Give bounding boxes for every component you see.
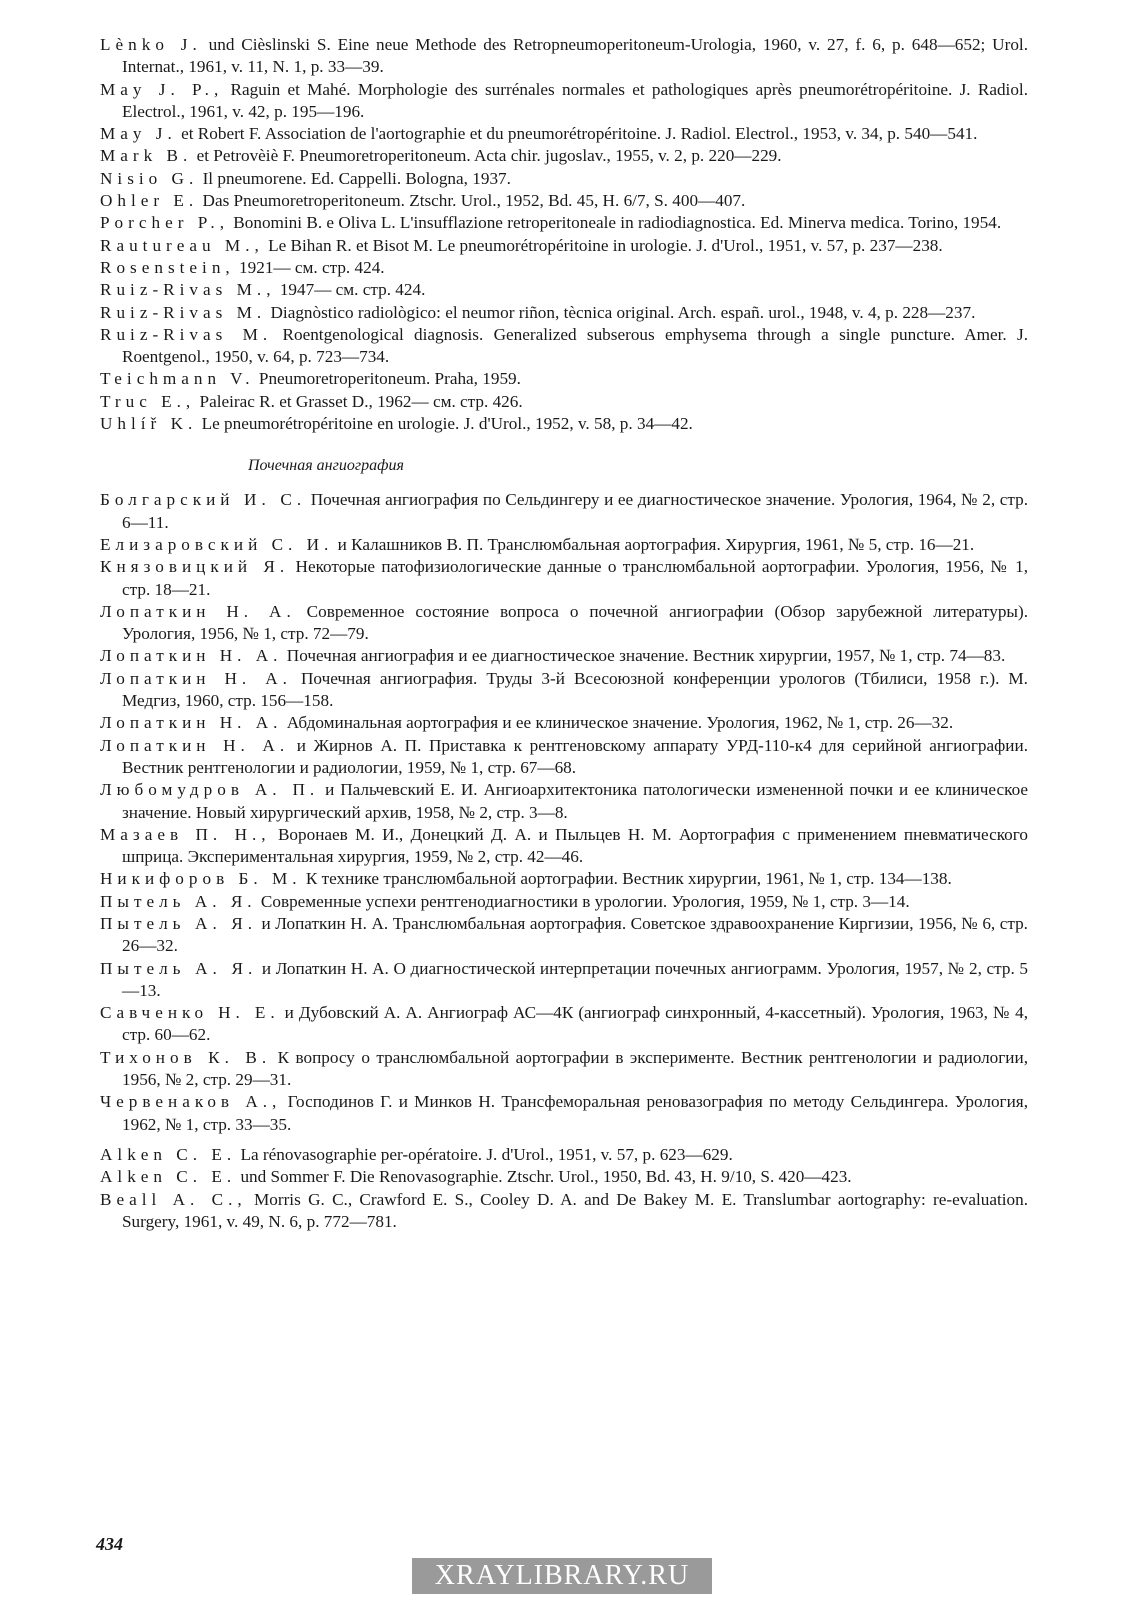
reference-entry — [100, 668, 1028, 713]
reference-author: Лопаткин Н. А. — [100, 646, 283, 666]
reference-entry — [100, 712, 1028, 734]
reference-text: Le pneumorétropéritoine en urologie. J. d'Urol., 1952, v. 58, p. 34—42. — [197, 414, 693, 434]
reference-entry — [100, 1002, 1028, 1047]
reference-text: К вопросу о транслюмбальной аортографии в эксперименте. Вестник рентгенологии и радиологии, 1956, № 2, стр. 29—31. — [122, 1047, 1028, 1090]
reference-text: et Robert F. Association de l'aortographie et du pneumorétropéritoine. J. Radiol. Electrol., 1953, v. 34, p. 540—541. — [176, 124, 978, 144]
reference-text: 1947— см. стр. 424. — [275, 280, 426, 300]
section-renal-angiography-foreign — [100, 1144, 1028, 1233]
reference-entry — [100, 735, 1028, 780]
reference-entry — [100, 235, 1028, 257]
reference-text: и Лопаткин Н. А. Транслюмбальная аортография. Советское здравоохранение Киргизии, 1956, № 6, стр. 26—32. — [122, 913, 1028, 956]
reference-author: Лопаткин Н. А. — [100, 735, 290, 755]
reference-text: Некоторые патофизиологические данные о транслюмбальной аортографии. Урология, 1956, № 1, стр. 18—21. — [122, 557, 1028, 599]
section-renal-angiography-russian — [100, 489, 1028, 1136]
reference-text: Воронаев М. И., Донецкий Д. А. и Пыльцев Н. М. Аортография с применением пневматического шприца. Экспериментальная хирургия, 1959, № 2, стр. 42—46. — [122, 824, 1028, 867]
reference-author: Лопаткин Н. А. — [100, 668, 292, 688]
reference-text: Raguin et Mahé. Morphologie des surrénales normales et pathologiques après pneumorétropéritoine. J. Radiol. Electrol., 1961, v. 42, p. 195—196. — [122, 79, 1028, 121]
reference-entry — [100, 1144, 1028, 1166]
reference-text: 1921— см. стр. 424. — [234, 257, 385, 277]
section-heading: Почечная ангиография — [248, 457, 404, 475]
reference-author: Мазаев П. Н., — [100, 824, 271, 844]
reference-text: Pneumoretroperitoneum. Praha, 1959. — [254, 369, 521, 389]
reference-text: Современные успехи рентгенодиагностики в урологии. Урология, 1959, № 1, стр. 3—14. — [256, 891, 910, 911]
reference-entry — [100, 1189, 1028, 1234]
reference-author: Червенаков А., — [100, 1092, 282, 1112]
reference-author: Никифоров Б. М. — [100, 869, 302, 889]
reference-entry — [100, 391, 1028, 413]
reference-text: Morris G. C., Crawford E. S., Cooley D. A. and De Bakey M. E. Translumbar aortography: re-evaluation. Surgery, 1961, v. 49, N. 6, p. 772—781. — [122, 1189, 1028, 1231]
reference-author: Болгарский И. С. — [100, 490, 307, 510]
reference-author: Пытель А. Я. — [100, 958, 258, 978]
reference-entry — [100, 868, 1028, 890]
reference-author: Nisio G. — [100, 168, 199, 188]
reference-text: и Лопаткин Н. А. О диагностической интерпретации почечных ангиограмм. Урология, 1957, № 2, стр. 5—13. — [122, 958, 1028, 1000]
reference-entry — [100, 534, 1028, 556]
bibliography-page — [100, 34, 1028, 1233]
reference-author: Alken C. E. — [100, 1167, 237, 1187]
reference-text: Das Pneumoretroperitoneum. Ztschr. Urol., 1952, Bd. 45, H. 6/7, S. 400—407. — [198, 191, 746, 211]
reference-author: Rosenstein, — [100, 257, 235, 277]
reference-author: Ohler E. — [100, 191, 199, 211]
reference-text: Абдоминальная аортография и ее клиническое значение. Урология, 1962, № 1, стр. 26—32. — [282, 713, 954, 733]
watermark-logo: XRAYLIBRARY.RU — [412, 1558, 712, 1594]
reference-entry — [100, 79, 1028, 124]
reference-entry — [100, 145, 1028, 167]
reference-entry — [100, 168, 1028, 190]
section-gap — [100, 435, 1028, 455]
reference-entry — [100, 302, 1028, 324]
reference-author: Тихонов К. В. — [100, 1047, 272, 1067]
reference-entry — [100, 368, 1028, 390]
reference-entry — [100, 779, 1028, 824]
reference-text: Paleirac R. et Grasset D., 1962— см. стр. 426. — [195, 391, 523, 411]
reference-text: Почечная ангиография. Труды 3-й Всесоюзной конференции урологов (Тбилиси, 1958 г.). М. Медгиз, 1960, стр. 156—158. — [122, 668, 1028, 711]
reference-author: Лопаткин Н. А. — [100, 713, 283, 733]
reference-author: Rautureau M., — [100, 235, 264, 255]
reference-author: Beall A. C., — [100, 1189, 247, 1209]
reference-author: Ruiz-Rivas M. — [100, 324, 273, 344]
reference-text: Il pneumorene. Ed. Cappelli. Bologna, 1937. — [198, 168, 511, 188]
reference-entry — [100, 913, 1028, 958]
section-gap — [100, 1136, 1028, 1144]
reference-entry — [100, 279, 1028, 301]
reference-entry — [100, 1091, 1028, 1136]
reference-author: Князовицкий Я. — [100, 557, 290, 577]
reference-entry — [100, 190, 1028, 212]
reference-author: Савченко Н. Е. — [100, 1003, 280, 1023]
reference-entry — [100, 958, 1028, 1003]
reference-text: К технике транслюмбальной аортографии. Вестник хирургии, 1961, № 1, стр. 134—138. — [301, 869, 952, 889]
reference-entry — [100, 891, 1028, 913]
reference-text: und Cièslinski S. Eine neue Methode des Retropneumoperitoneum-Urologia, 1960, v. 27, f. 6, p. 648—652; Urol. Internat., 1961, v. 11, N. 1, p. 33—39. — [122, 35, 1028, 77]
reference-author: May J. P., — [100, 79, 224, 99]
reference-author: Mark B. — [100, 146, 193, 166]
reference-author: Alken C. E. — [100, 1144, 237, 1164]
reference-entry — [100, 645, 1028, 667]
reference-entry — [100, 556, 1028, 601]
reference-text: и Дубовский А. А. Ангиограф АС—4К (ангиограф синхронный, 4-кассетный). Урология, 1963, № 4, стр. 60—62. — [122, 1003, 1028, 1045]
reference-author: Lènko J. — [100, 35, 202, 54]
reference-author: Ruiz-Rivas M., — [100, 280, 276, 300]
reference-text: Bonomini B. e Oliva L. L'insufflazione retroperitoneale in radiodiagnostica. Ed. Minerva medica. Torino, 1954. — [229, 213, 1002, 233]
reference-author: Ruiz-Rivas M. — [100, 302, 267, 322]
reference-author: Елизаровский С. И. — [100, 534, 334, 554]
reference-author: Любомудров А. П. — [100, 780, 320, 800]
reference-text: et Petrovèiè F. Pneumoretroperitoneum. Acta chir. jugoslav., 1955, v. 2, p. 220—229. — [192, 146, 782, 166]
reference-text: Почечная ангиография по Сельдингеру и ее диагностическое значение. Урология, 1964, № 2, стр. 6—11. — [122, 490, 1028, 532]
section-pneumoretroperitoneum — [100, 34, 1028, 435]
reference-entry — [100, 1047, 1028, 1092]
reference-entry — [100, 257, 1028, 279]
reference-entry — [100, 489, 1028, 534]
reference-entry — [100, 123, 1028, 145]
reference-author: May J. — [100, 124, 177, 144]
reference-text: и Жирнов А. П. Приставка к рентгеновскому аппарату УРД-110-к4 для серийной ангиографии. Вестник рентгенологии и радиологии, 1959, № 1, стр. 67—68. — [122, 735, 1028, 777]
reference-entry — [100, 413, 1028, 435]
reference-entry — [100, 601, 1028, 646]
reference-entry — [100, 212, 1028, 234]
reference-entry — [100, 1166, 1028, 1188]
reference-author: Пытель А. Я. — [100, 891, 257, 911]
reference-text: Le Bihan R. et Bisot M. Le pneumorétropéritoine in urologie. J. d'Urol., 1951, v. 57, p. 237—238. — [263, 235, 943, 255]
reference-text: Diagnòstico radiològico: el neumor riñon, tècnica original. Arch. españ. urol., 1948, v. 4, p. 228—237. — [266, 302, 976, 322]
reference-text: und Sommer F. Die Renovasographie. Ztschr. Urol., 1950, Bd. 43, H. 9/10, S. 420—423. — [236, 1167, 852, 1187]
reference-text: и Пальчевский Е. И. Ангиоархитектоника патологически измененной почки и ее клиническое значение. Новый хирургический архив, 1958, № 2, стр. 3—8. — [122, 780, 1028, 822]
reference-author: Porcher P., — [100, 213, 229, 233]
page-number: 434 — [96, 1534, 123, 1554]
reference-text: La rénovasographie per-opératoire. J. d'Urol., 1951, v. 57, p. 623—629. — [236, 1144, 733, 1164]
reference-text: Современное состояние вопроса о почечной ангиографии (Обзор зарубежной литературы). Урология, 1956, № 1, стр. 72—79. — [122, 601, 1029, 644]
reference-text: Почечная ангиография и ее диагностическое значение. Вестник хирургии, 1957, № 1, стр. 74—83. — [282, 646, 1006, 666]
reference-entry — [100, 34, 1028, 79]
reference-text: Roentgenological diagnosis. Generalized subserous emphysema through a single puncture. Amer. J. Roentgenol., 1950, v. 64, p. 723—734. — [122, 324, 1028, 367]
reference-author: Truc E., — [100, 391, 196, 411]
reference-author: Пытель А. Я. — [100, 913, 258, 933]
reference-author: Лопаткин Н. А. — [100, 601, 296, 621]
reference-text: Господинов Г. и Минков Н. Трансфеморальная реновазография по методу Сельдингера. Урология, 1962, № 1, стр. 33—35. — [122, 1092, 1028, 1134]
reference-author: Uhlíř K. — [100, 414, 198, 434]
reference-entry — [100, 824, 1028, 869]
reference-text: и Калашников В. П. Транслюмбальная аортография. Хирургия, 1961, № 5, стр. 16—21. — [333, 534, 975, 554]
reference-entry — [100, 324, 1028, 369]
reference-author: Teichmann V. — [100, 369, 255, 389]
